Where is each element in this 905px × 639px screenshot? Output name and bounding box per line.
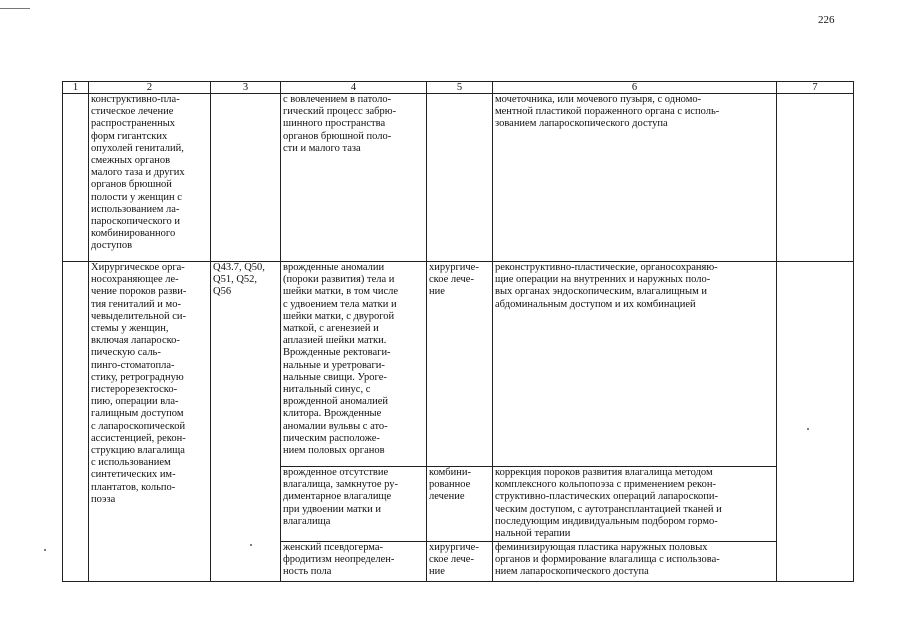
cell-method: коррекция пороков развития влагалища методом комплексного кольпопоэза с применением рекон- структивно-пластических операций лапароскопи- ческим доступом, с аутотрансплантацией тканей и последующим индивидуальным подбором гормо- нальной терапии — [493, 467, 777, 542]
cell-treatment-kind: хирургиче- ское лече- ние — [427, 542, 493, 582]
cell-diagnosis: с вовлечением в патоло- гический процесс забрю- шинного пространства органов брюшной поло- сти и малого таза — [281, 94, 427, 262]
table-row — [63, 94, 854, 262]
cell-icd-codes: Q43.7, Q50, Q51, Q52, Q56 — [211, 262, 281, 582]
scan-artifact-line — [0, 8, 30, 9]
cell-diagnosis: женский псевдогерма- фродитизм неопределен- ность пола — [281, 542, 427, 582]
cell-extra — [777, 94, 854, 262]
cell-number — [63, 94, 89, 262]
cell-treatment-kind: хирургиче- ское лече- ние — [427, 262, 493, 467]
procedures-table — [62, 81, 854, 582]
cell-treatment-kind — [427, 94, 493, 262]
header-col-3: 3 — [211, 82, 281, 94]
scan-speck — [44, 549, 46, 551]
cell-treatment-type: конструктивно-пла- стическое лечение распространенных форм гигантских опухолей гениталий, смежных органов малого таза и других органов брюшной полости у женщин с использованием ла- пароскопического и комбинированного доступов — [89, 94, 211, 262]
header-col-1: 1 — [63, 82, 89, 94]
cell-method: мочеточника, или мочевого пузыря, с одномо- ментной пластикой пораженного органа с исполь- зованием лапароскопического доступа — [493, 94, 777, 262]
scan-speck — [807, 428, 809, 430]
header-col-6: 6 — [493, 82, 777, 94]
cell-method: реконструктивно-пластические, органосохраняю- щие операции на внутренних и наружных поло- вых органах эндоскопическим, влагалищным и абдоминальным доступом и их комбинацией — [493, 262, 777, 467]
cell-extra — [777, 262, 854, 582]
cell-method: феминизирующая пластика наружных половых органов и формирование влагалища с использова- нием лапароскопического доступа — [493, 542, 777, 582]
cell-icd-codes — [211, 94, 281, 262]
header-col-4: 4 — [281, 82, 427, 94]
page-number: 226 — [818, 14, 835, 26]
header-col-5: 5 — [427, 82, 493, 94]
table-row — [63, 262, 854, 467]
header-col-7: 7 — [777, 82, 854, 94]
cell-number — [63, 262, 89, 582]
cell-diagnosis: врожденное отсутствие влагалища, замкнутое ру- диментарное влагалище при удвоении матки и влагалища — [281, 467, 427, 542]
header-col-2: 2 — [89, 82, 211, 94]
cell-diagnosis: врожденные аномалии (пороки развития) тела и шейки матки, в том числе с удвоением тела матки и шейки матки, с двурогой маткой, с агенезией и аплазией шейки матки. Врожденные ректоваги- нальные и уретроваги- нальные свищи. Уроге- нитальный синус, с врожденной аномалией клитора. Врожденные аномалии вульвы с ато- пическим расположе- нием половых органов — [281, 262, 427, 467]
header-row — [63, 82, 854, 94]
cell-treatment-type: Хирургическое орга- носохраняющее ле- чение пороков разви- тия гениталий и мо- чевыделительной си- стемы у женщин, включая лапароско- пическую саль- пинго-стоматопла- стику, ретроградную гистерорезектоско- пию, операции вла- галищным доступом с лапароскопической ассистенцией, рекон- струкцию влагалища с использованием синтетических им- плантатов, кольпо- поэза — [89, 262, 211, 582]
cell-treatment-kind: комбини- рованное лечение — [427, 467, 493, 542]
scan-speck — [250, 544, 252, 546]
